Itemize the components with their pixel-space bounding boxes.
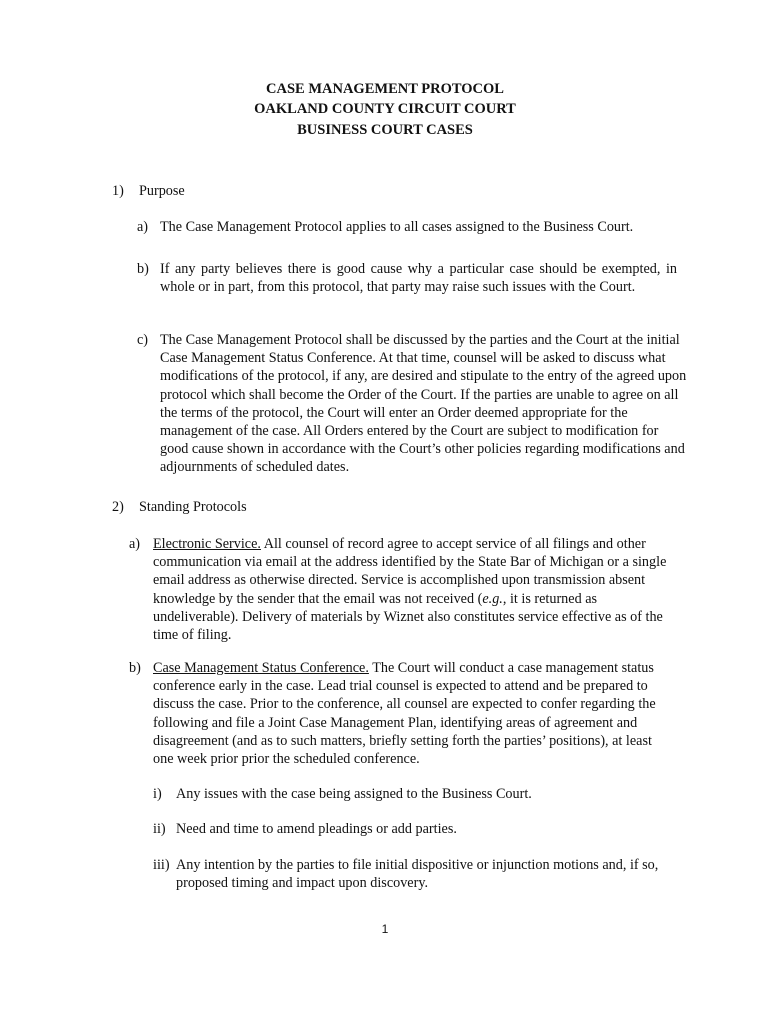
item-2a-em: e.g. [482,590,503,607]
subitem-i-text: Any issues with the case being assigned to the Business Court. [176,786,532,802]
item-2b-heading: Case Management Status Conference. [153,660,369,676]
item-2a-paragraph [153,535,673,644]
item-1a-text: The Case Management Protocol applies to all cases assigned to the Business Court. [160,219,634,235]
section-2-label: 2) [112,499,124,515]
subitem-ii-text: Need and time to amend pleadings or add parties. [176,821,457,837]
doc-title-line-1: CASE MANAGEMENT PROTOCOL [266,81,504,97]
item-1c-label: c) [137,332,149,348]
subitem-iii-text: Any intention by the parties to file initial dispositive or injunction motions and, if so, proposed timing and impact upon discovery. [176,857,659,892]
section-2-title: Standing Protocols [139,499,247,515]
item-2a-text-after: , it is returned as undeliverable). Delivery of materials by Wiznet also constitutes service effective as of the time of filing. [153,590,663,644]
item-1a-label: a) [137,219,149,235]
item-2a-label: a) [129,536,141,552]
item-1b-label: b) [137,261,149,277]
item-2b-label: b) [129,660,141,676]
item-1b-text: If any party believes there is good cause why a particular case should be exempted, in whole or in part, from this protocol, that party may raise such issues with the Court. [160,261,677,296]
page-number: 1 [381,922,389,936]
item-1c-text: The Case Management Protocol shall be discussed by the parties and the Court at the initial Case Management Status Conference. At that time, counsel will be asked to discuss what modifications of the protocol, if any, are desired and stipulate to the entry of the agreed upon protocol which shall become the Order of the Court. If the parties are unable to agree on all the terms of the protocol, the Court will enter an Order deemed appropriate for the management of the case. All Orders entered by the Court are subject to modification for good cause shown in accordance with the Court’s other policies regarding modifications and adjournments of scheduled dates. [160,332,687,476]
subitem-iii-label: iii) [153,857,170,873]
subitem-ii-label: ii) [153,821,166,837]
section-1-label: 1) [112,183,124,199]
doc-title-line-2: OAKLAND COUNTY CIRCUIT COURT [254,101,516,117]
subitem-i-label: i) [153,786,162,802]
section-1-title: Purpose [139,183,185,199]
item-2b-paragraph [153,659,673,768]
item-2b-text: The Court will conduct a case management status conference early in the case. Lead trial counsel is expected to attend and be prepared to discuss the case. Prior to the conference, all counsel are expected to confer regarding the following and file a Joint Case Management Plan, identifying areas of agreement and disagreement (and as to such matters, briefly setting forth the parties’ positions), at least one week prior prior the scheduled conference. [153,660,656,768]
item-2a-heading: Electronic Service. [153,536,261,552]
doc-title-line-3: BUSINESS COURT CASES [297,122,473,138]
item-2a-text-before: All counsel of record agree to accept service of all filings and other communication via email at the address identified by the State Bar of Michigan or a single email address as otherwise directed. Service is accomplished upon transmission absent knowledge by the sender that the email was not received ( [153,536,667,607]
